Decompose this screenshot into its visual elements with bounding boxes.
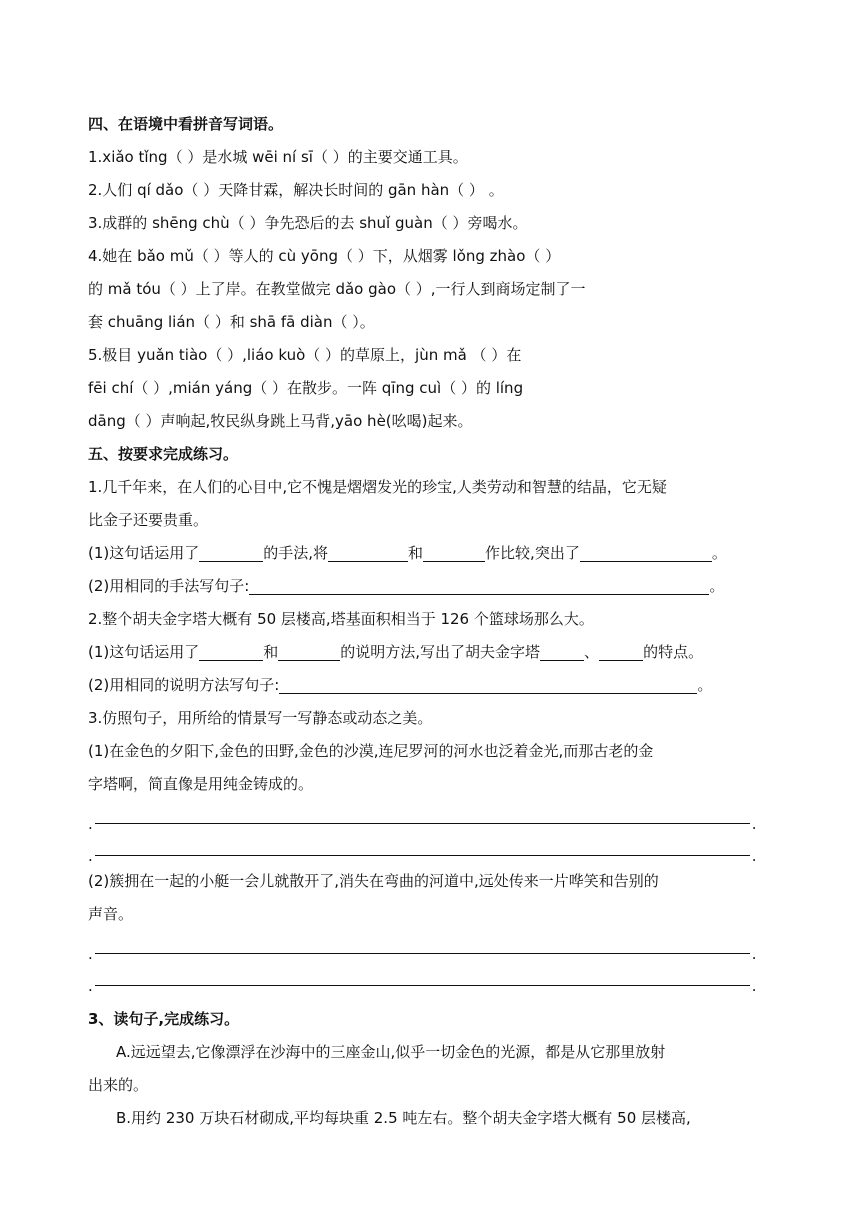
section3-title: 3、读句子,完成练习。 (88, 1010, 240, 1028)
section4-line-1: 1.xiǎo tǐng（ ）是水城 wēi ní sī（ ）的主要交通工具。 (88, 148, 468, 166)
q1-sub1 (88, 537, 772, 570)
q1-sub1-end: 。 (711, 544, 727, 562)
q1-sub1-text-d: 作比较,突出了 (485, 544, 580, 562)
q3-example1-b: 字塔啊，简直像是用纯金铸成的。 (88, 775, 314, 793)
q2-blank-method-b[interactable] (278, 640, 340, 661)
section4-line-5: 的 mǎ tóu（ ）上了岸。在教堂做完 dǎo gào（ ）,一行人到商场定制了一 (88, 280, 586, 298)
section4-line-7: 5.极目 yuǎn tiào（ ）,liáo kuò（ ）的草原上，jùn mǎ （ ）在 (88, 346, 522, 364)
q3-answer-line-3[interactable] (88, 931, 772, 963)
q1-text-b: 比金子还要贵重。 (88, 511, 209, 529)
answer-rule (95, 953, 750, 954)
q2-sub2 (88, 669, 772, 702)
section4-line-2: 2.人们 qí dǎo（ ）天降甘霖，解决长时间的 gān hàn（ ） 。 (88, 181, 504, 199)
q2-blank-method-a[interactable] (199, 640, 263, 661)
q3-example2-b: 声音。 (88, 905, 134, 923)
q2-blank-feature-b[interactable] (599, 640, 643, 661)
q1-sub1-text-b: 的手法,将 (263, 544, 329, 562)
q1-sub1-text-c: 和 (408, 544, 424, 562)
section4-line-3: 3.成群的 shēng chù（ ）争先恐后的去 shuǐ guàn（ ）旁喝水。 (88, 214, 528, 232)
section3-sentence-a-2: 出来的。 (88, 1076, 149, 1094)
q1-sub2-label: (2)用相同的手法写句子: (88, 577, 250, 595)
answer-line-dot: . (88, 977, 93, 995)
q1-sub2 (88, 570, 772, 603)
q1-blank-technique[interactable] (199, 541, 263, 562)
section4-line-9: dāng（ ）声响起,牧民纵身跳上马背,yāo hè(吆喝)起来。 (88, 412, 473, 430)
q1-blank-object-a[interactable] (328, 541, 408, 562)
q2-sub1 (88, 636, 772, 669)
q2-sub1-text-b: 和 (263, 643, 279, 661)
q1-text-a: 1.几千年来，在人们的心目中,它不愧是熠熠发光的珍宝,人类劳动和智慧的结晶，它无疑 (88, 478, 667, 496)
answer-rule (95, 985, 750, 986)
answer-line-dot: . (88, 815, 93, 833)
q2-sub1-label: (1)这句话运用了 (88, 643, 200, 661)
q2-blank-sentence[interactable] (279, 673, 697, 694)
q3-answer-line-4[interactable] (88, 963, 772, 995)
answer-line-dot: . (88, 847, 93, 865)
section4-title: 四、在语境中看拼音写词语。 (88, 115, 284, 133)
answer-line-dot: . (751, 945, 757, 963)
q3-example2-a: (2)簇拥在一起的小艇一会儿就散开了,消失在弯曲的河道中,远处传来一片哗笑和告别的 (88, 872, 659, 890)
section4-line-6: 套 chuāng lián（ ）和 shā fā diàn（ ）。 (88, 313, 375, 331)
section3-sentence-b-1: B.用约 230 万块石材砌成,平均每块重 2.5 吨左右。整个胡夫金字塔大概有 50 层楼高, (116, 1109, 691, 1127)
q1-blank-object-b[interactable] (423, 541, 485, 562)
section5-title: 五、按要求完成练习。 (88, 445, 239, 463)
q2-sub1-text-e: 的特点。 (643, 643, 704, 661)
q3-example1-a: (1)在金色的夕阳下,金色的田野,金色的沙漠,连尼罗河的河水也泛着金光,而那古老的金 (88, 742, 654, 760)
q2-blank-feature-a[interactable] (540, 640, 584, 661)
q2-sub2-label: (2)用相同的说明方法写句子: (88, 676, 280, 694)
q3-answer-line-2[interactable] (88, 833, 772, 865)
answer-line-dot: . (751, 815, 757, 833)
answer-rule (95, 855, 750, 856)
q1-blank-highlight[interactable] (580, 541, 712, 562)
q2-sub1-text-d: 、 (584, 643, 600, 661)
answer-line-dot: . (88, 945, 93, 963)
q2-sub2-end: 。 (697, 676, 713, 694)
q3-answer-line-1[interactable] (88, 801, 772, 833)
q2-text: 2.整个胡夫金字塔大概有 50 层楼高,塔基面积相当于 126 个篮球场那么大。 (88, 610, 594, 628)
q1-sub2-end: 。 (709, 577, 725, 595)
section4-line-4: 4.她在 bǎo mǔ（ ）等人的 cù yōng（ ）下，从烟雾 lǒng zhào（ ） (88, 247, 561, 265)
answer-rule (95, 823, 750, 824)
q3-text: 3.仿照句子，用所给的情景写一写静态或动态之美。 (88, 709, 433, 727)
answer-line-dot: . (751, 977, 757, 995)
q2-sub1-text-c: 的说明方法,写出了胡夫金字塔 (340, 643, 541, 661)
answer-line-dot: . (751, 847, 757, 865)
section3-sentence-a-1: A.远远望去,它像漂浮在沙海中的三座金山,似乎一切金色的光源，都是从它那里放射 (116, 1043, 666, 1061)
q1-blank-sentence[interactable] (249, 574, 709, 595)
section4-line-8: fēi chí（ ）,mián yáng（ ）在散步。一阵 qīng cuì（ ）的 líng (88, 379, 524, 397)
q1-sub1-label: (1)这句话运用了 (88, 544, 200, 562)
